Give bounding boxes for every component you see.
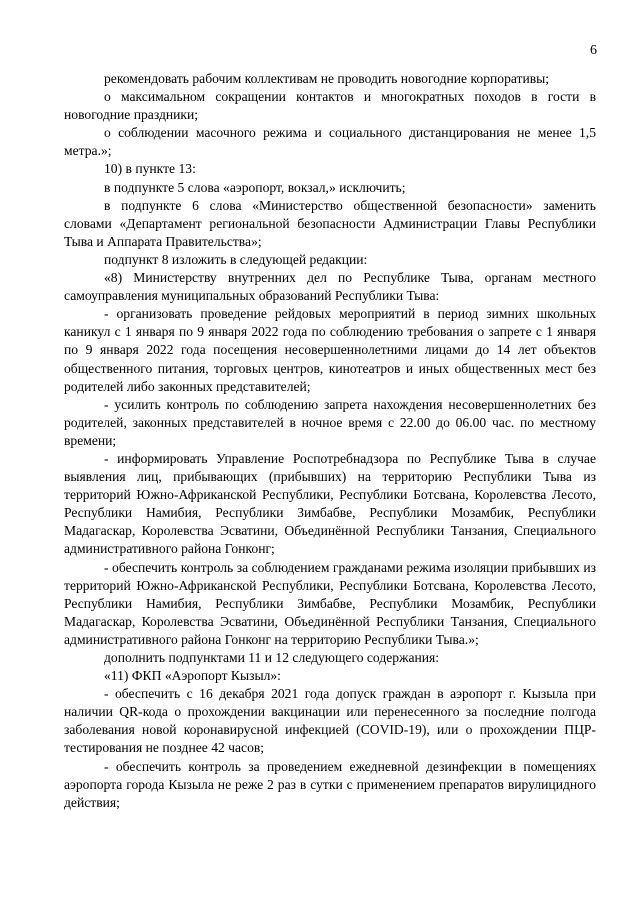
paragraph: о соблюдении масочного режима и социального дистанцирования не менее 1,5 метра.»; (64, 125, 596, 159)
paragraph: - организовать проведение рейдовых мероприятий в период зимних школьных каникул с 1 января по 9 января 2022 года по соблюдению требования о запрете с 1 января по 9 января 2022 года посещения несовершеннолетними лицами до 14 лет объектов общественного питания, торговых центров, кинотеатров и иных общественных мест без родителей либо законных представителей; (64, 306, 596, 394)
paragraph: - обеспечить с 16 декабря 2021 года допуск граждан в аэропорт г. Кызыла при наличии QR-кода о прохождении вакцинации или перенесенного за последние полгода заболевания новой коронавирусной инфекцией (COVID-19), или о прохождении ПЦР-тестирования не позднее 42 часов; (64, 686, 596, 756)
paragraph: рекомендовать рабочим коллективам не проводить новогодние корпоративы; (104, 71, 550, 86)
paragraph: - обеспечить контроль за проведением ежедневной дезинфекции в помещениях аэропорта города Кызыла не реже 2 раз в сутки с применением препаратов вирулицидного действия; (64, 758, 596, 810)
paragraph: - обеспечить контроль за соблюдением гражданами режима изоляции прибывших из территорий Южно-Африканской Республики, Республики Ботсвана, Королевства Лесото, Республики Намибия, Республики Зимбабве, Республики Мозамбик, Республики Мадагаскар, Королевства Эсватини, Объединённой Республики Танзания, Специального административного района Гонконг на территорию Республики Тыва.»; (64, 559, 596, 647)
paragraph: дополнить подпунктами 11 и 12 следующего содержания: (104, 650, 440, 665)
paragraph: в подпункте 5 слова «аэропорт, вокзал,» исключить; (104, 179, 406, 195)
paragraph: - усилить контроль по соблюдению запрета нахождения несовершеннолетних без родителей, законных представителей в ночное время с 22.00 до 06.00 час. по местному времени; (64, 396, 596, 448)
paragraph: «11) ФКП «Аэропорт Кызыл»: (104, 668, 281, 684)
page-number: 6 (590, 43, 597, 58)
paragraph: подпункт 8 изложить в следующей редакции: (104, 251, 368, 267)
paragraph: «8) Министерству внутренних дел по Республике Тыва, органам местного самоуправления муниципальных образований Республики Тыва: (64, 270, 596, 304)
paragraph: - информировать Управление Роспотребнадзора по Республике Тыва в случае выявления лиц, прибывающих (прибывших) на территорию Республики Тыва из территорий Южно-Африканской Республики, Республики Ботсвана, Королевства Лесото, Республики Намибия, Республики Зимбабве, Республики Мозамбик, Республики Мадагаскар, Королевства Эсватини, Объединённой Республики Танзания, Специального административного района Гонконг; (64, 450, 596, 557)
paragraph: о максимальном сокращении контактов и многократных походов в гости в новогодние праздники; (64, 89, 596, 123)
document-body (64, 70, 596, 812)
paragraph: 10) в пункте 13: (104, 161, 196, 177)
paragraph: в подпункте 6 слова «Министерство общественной безопасности» заменить словами «Департамент региональной безопасности Администрации Главы Республики Тыва и Аппарата Правительства»; (64, 197, 596, 249)
